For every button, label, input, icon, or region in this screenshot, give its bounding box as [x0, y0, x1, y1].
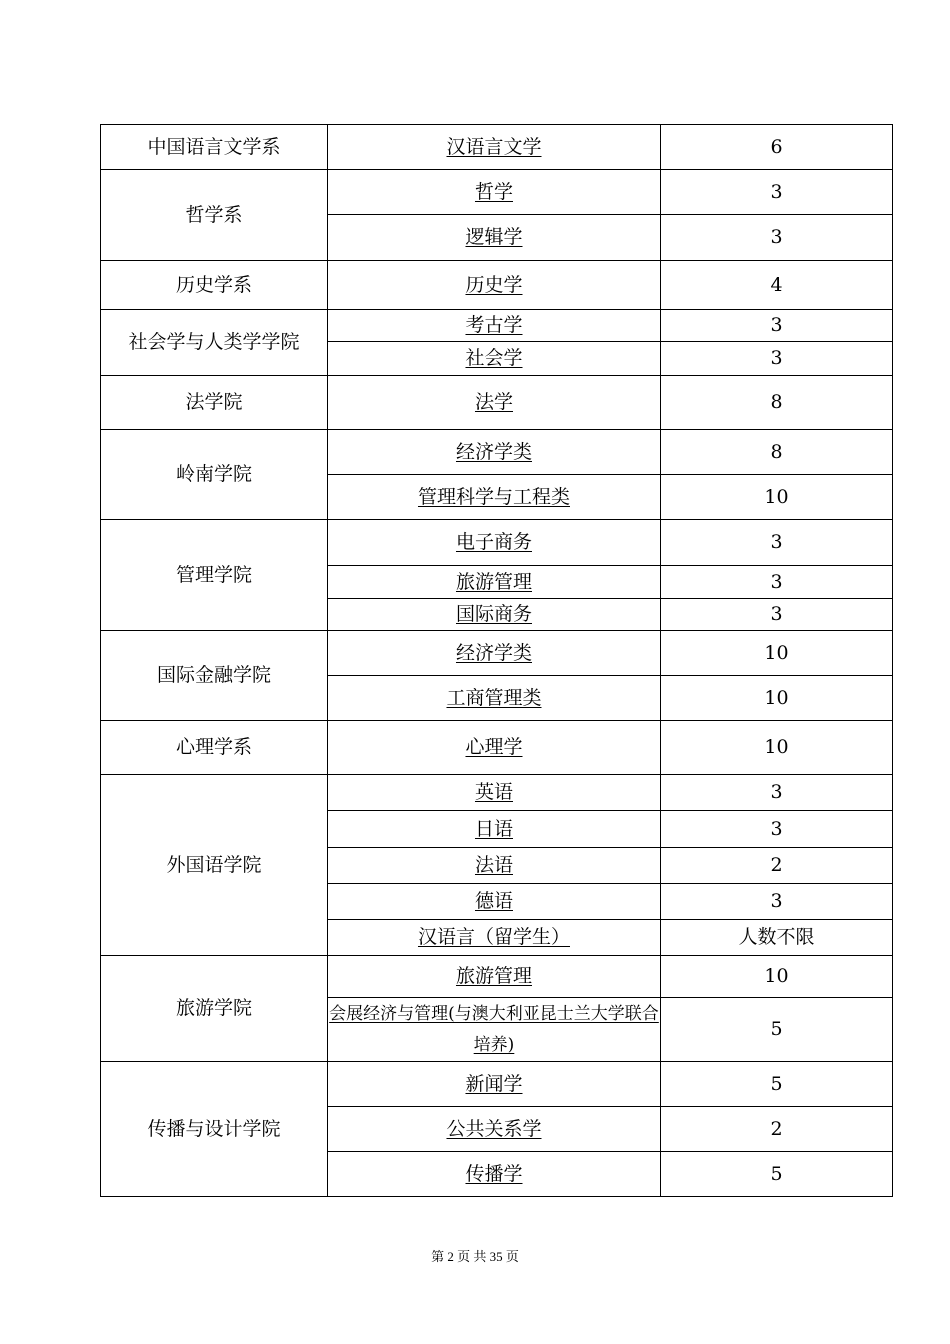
major-link[interactable]: 新闻学	[465, 1072, 523, 1095]
page-footer: 第 2 页 共 35 页	[431, 1249, 519, 1264]
quota-cell: 3	[661, 884, 893, 920]
department-cell: 旅游学院	[101, 956, 328, 1062]
table-row	[101, 956, 893, 998]
major-cell	[328, 342, 661, 376]
major-link[interactable]: 汉语言文学	[446, 135, 542, 158]
table-row	[101, 125, 893, 170]
major-cell	[328, 721, 661, 775]
major-link[interactable]: 工商管理类	[446, 686, 542, 709]
major-link[interactable]: 逻辑学	[465, 226, 523, 249]
major-cell	[328, 566, 661, 599]
enrollment-table	[100, 124, 893, 1197]
major-cell	[328, 520, 661, 566]
major-cell	[328, 884, 661, 920]
quota-cell: 3	[661, 775, 893, 811]
department-cell: 哲学系	[101, 170, 328, 261]
department-cell: 中国语言文学系	[101, 125, 328, 170]
major-cell	[328, 631, 661, 676]
department-cell: 管理学院	[101, 520, 328, 631]
major-cell	[328, 956, 661, 998]
quota-cell: 5	[661, 998, 893, 1062]
major-link[interactable]: 经济学类	[455, 440, 532, 463]
major-cell	[328, 1062, 661, 1107]
major-link[interactable]: 电子商务	[455, 531, 532, 554]
major-link[interactable]: 管理科学与工程类	[417, 485, 570, 508]
major-link[interactable]: 传播学	[465, 1162, 523, 1185]
major-link[interactable]: 法语	[474, 854, 513, 877]
quota-cell: 5	[661, 1152, 893, 1197]
quota-cell: 10	[661, 676, 893, 721]
major-link[interactable]: 旅游管理	[455, 570, 532, 593]
quota-cell: 5	[661, 1062, 893, 1107]
major-cell	[328, 430, 661, 475]
major-cell	[328, 1107, 661, 1152]
major-cell	[328, 125, 661, 170]
table-row	[101, 520, 893, 566]
major-link[interactable]: 考古学	[465, 314, 523, 337]
major-cell	[328, 261, 661, 310]
major-cell	[328, 475, 661, 520]
major-cell	[328, 599, 661, 631]
major-link[interactable]: 公共关系学	[446, 1117, 542, 1140]
quota-cell: 3	[661, 215, 893, 261]
department-cell: 国际金融学院	[101, 631, 328, 721]
quota-cell: 2	[661, 1107, 893, 1152]
major-cell	[328, 811, 661, 848]
quota-cell: 10	[661, 721, 893, 775]
department-cell: 历史学系	[101, 261, 328, 310]
major-cell	[328, 775, 661, 811]
major-link[interactable]: 经济学类	[455, 641, 532, 664]
department-cell: 外国语学院	[101, 775, 328, 956]
quota-cell: 3	[661, 566, 893, 599]
table-row	[101, 261, 893, 310]
major-cell	[328, 1152, 661, 1197]
major-cell	[328, 170, 661, 215]
major-link[interactable]: 哲学	[474, 180, 513, 203]
major-cell	[328, 676, 661, 721]
department-cell: 传播与设计学院	[101, 1062, 328, 1197]
department-cell: 法学院	[101, 376, 328, 430]
table-row	[101, 310, 893, 342]
table-row	[101, 1062, 893, 1107]
major-link[interactable]: 法学	[474, 391, 513, 414]
quota-cell: 8	[661, 376, 893, 430]
table-row	[101, 376, 893, 430]
major-cell	[328, 215, 661, 261]
major-cell	[328, 848, 661, 884]
major-link[interactable]: 日语	[474, 817, 513, 840]
quota-cell: 8	[661, 430, 893, 475]
major-link[interactable]: 社会学	[465, 347, 523, 370]
major-link[interactable]: 汉语言（留学生）	[417, 926, 570, 949]
table-row	[101, 631, 893, 676]
quota-cell: 10	[661, 475, 893, 520]
table-row	[101, 721, 893, 775]
major-cell	[328, 376, 661, 430]
table-row	[101, 170, 893, 215]
major-cell	[328, 920, 661, 956]
major-link[interactable]: 旅游管理	[455, 965, 532, 988]
major-link[interactable]: 国际商务	[455, 603, 532, 626]
major-link[interactable]: 会展经济与管理(与澳大利亚昆士兰大学联合培养)	[329, 1003, 659, 1055]
quota-cell: 3	[661, 520, 893, 566]
major-cell	[328, 310, 661, 342]
quota-cell: 3	[661, 170, 893, 215]
major-link[interactable]: 德语	[474, 890, 513, 913]
table-row	[101, 430, 893, 475]
quota-cell: 2	[661, 848, 893, 884]
quota-cell: 10	[661, 631, 893, 676]
quota-cell: 3	[661, 599, 893, 631]
quota-cell: 6	[661, 125, 893, 170]
table-row	[101, 775, 893, 811]
quota-cell: 4	[661, 261, 893, 310]
major-link[interactable]: 英语	[474, 781, 513, 804]
quota-cell: 人数不限	[661, 920, 893, 956]
department-cell: 心理学系	[101, 721, 328, 775]
quota-cell: 3	[661, 342, 893, 376]
quota-cell: 3	[661, 811, 893, 848]
major-cell	[328, 998, 661, 1062]
department-cell: 社会学与人类学学院	[101, 310, 328, 376]
department-cell: 岭南学院	[101, 430, 328, 520]
major-link[interactable]: 历史学	[465, 273, 523, 296]
quota-cell: 3	[661, 310, 893, 342]
major-link[interactable]: 心理学	[465, 736, 523, 759]
quota-cell: 10	[661, 956, 893, 998]
